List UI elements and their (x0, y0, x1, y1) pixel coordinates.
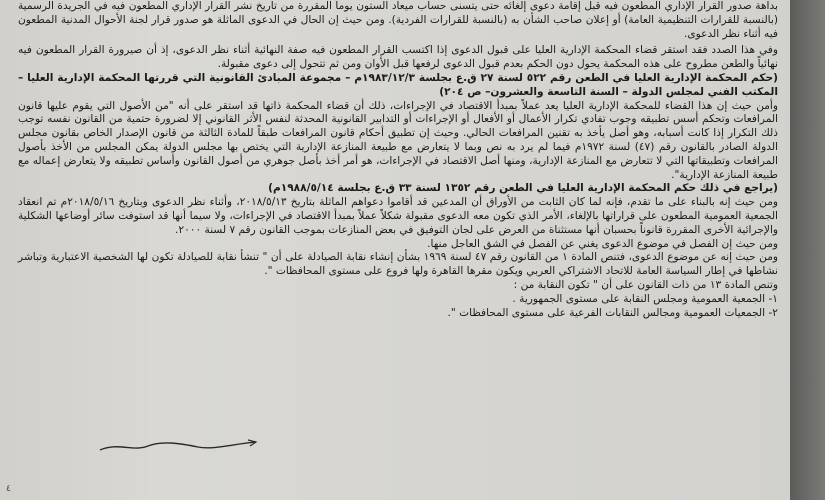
paragraph-procedural-economy: وأمن حيث إن هذا القضاء للمحكمة الإدارية العليا يعد عملاً بمبدأ الاقتصاد في الإجراءات، ذلك أن قضاء المحكمة ذاتها قد استقر على أنه "من الأصول التي يقوم عليها قانون المرافعات وتحكم أسس تطبيقه وجوب تفادي تكرار الأعمال أو الأفعال أو الإجراءات أو التدابير القانونية المحدثة لنفس الأثر القانوني إلا لضرورة حتمية من القانون نفسه توجب ذلك التكرار إذا كانت أسبابه، وهو أصل يأخذ به تقنين المرافعات الحالي. وحيث إن تطبيق أحكام قانون المرافعات طبقاً للمادة الثالثة من قانون الإصدار الخاص بقانون مجلس الدولة الصادر بالقانون رقم (٤٧) لسنة ١٩٧٢م فيما لم يرد به نص وبما لا يتعارض مع طبيعة المنازعة الإدارية التي يختص بها مجلس الدولة يمكن المجلس من الأخذ بأصول المرافعات وتطبيقاتها التي لا تتعارض مع المنازعة الإدارية، ومنها أصل الاقتصاد في الإجراءات، هو أمر أخذ بأصل جوهري من أصول القانون وأساس تطبيقه ولا يتعارض إعماله مع طبيعة المنازعة الإدارية". (18, 99, 778, 181)
paragraph-application: ومن حيث إنه بالبناء على ما تقدم، فإنه لما كان الثابت من الأوراق أن المدعين قد أقاموا دعواهم الماثلة بتاريخ ٢٠١٨/٥/١٣، وأثناء نظر الدعوى وبتاريخ ٢٠١٨/٥/١٦م تم انعقاد الجمعية العمومية المطعون على قراراتها بالإلغاء، الأمر الذي تكون معه الدعوى مقبولة شكلاً عملاً بمبدأ الاقتصاد في الإجراءات، ولا سيما أنها قد استوفت سائر أوضاعها الشكلية والإجرائية الأخرى المقررة قانوناً بحسبان أنها مستثناة من العرض على لجان التوفيق في بعض المنازعات بموجب القانون رقم ٧ لسنة ٢٠٠٠. (18, 196, 778, 236)
citation-2: (يراجع في ذلك حكم المحكمة الإدارية العليا في الطعن رقم ١٣٥٢ لسنة ٣٣ ق.ع بجلسة ١٩٨٨/٥/١٤م) (268, 182, 778, 195)
citation-1: (حكم المحكمة الإدارية العليا في الطعن رقم ٥٢٢ لسنة ٢٧ ق.ع بجلسة ١٩٨٣/١٢/٣م – مجموعة المبادئ القانونية التي قررتها المحكمة الإدارية العليا –المكتب الفني لمجلس الدولة – السنة التاسعة والعشرون– ص ٢٠٤) (18, 71, 778, 98)
scan-border (790, 0, 825, 500)
page-number: ٤ (6, 484, 11, 494)
paragraph-intro: بداهة صدور القرار الإداري المطعون فيه قبل إقامة دعوى إلغائه حتى يتسنى حساب ميعاد الستون يوماً المقررة من تاريخ نشر القرار الإداري المطعون فيه في الجريدة الرسمية (بالنسبة للقرارات التنظيمية العامة) أو إعلان صاحب الشأن به (بالنسبة للقرارات الفردية). ومن حيث إن الحال في الدعوى الماثلة هو صدور قرار لجنة الأحوال المدنية المطعون فيه أثناء نظر الدعوى. (18, 0, 778, 40)
paragraph-jurisprudence: وفي هذا الصدد فقد استقر قضاء المحكمة الإدارية العليا على قبول الدعوى إذا اكتسب القرار المطعون فيه صفة النهائية أثناء نظر الدعوى، إذ أن صيرورة القرار المطعون فيه نهائياً والطعن مطروح على هذه المحكمة يحول دون الحكم بعدم قبول الدعوى لرفعها قبل الأوان ومن ثم تتحول إلى دعوى مقبولة. (18, 44, 778, 71)
list-item-2: ٢- الجمعيات العمومية ومجالس النقابات الفرعية على مستوى المحافظات ". (447, 306, 778, 319)
paragraph-merits: ومن حيث إنه عن موضوع الدعوى، فتنص المادة ١ من القانون رقم ٤٧ لسنة ١٩٦٩ بشأن إنشاء نقابة الصيادلة على أن " تنشأ نقابة للصيادلة تكون لها الشخصية الاعتبارية وتباشر نشاطها في إطار السياسة العامة للاتحاد الاشتراكي العربي ويكون مقرها القاهرة ولها فروع على مستوى المحافظات ". (18, 251, 778, 278)
list-item-1: ١- الجمعية العمومية ومجلس النقابة على مستوى الجمهورية . (512, 292, 778, 305)
paragraph-urgent-part: ومن حيث إن الفصل في موضوع الدعوى يغني عن الفصل في الشق العاجل منها. (427, 237, 778, 250)
paragraph-article-13: وتنص المادة ١٣ من ذات القانون على أن " تكون النقابة من : (513, 278, 778, 291)
document-body (18, 0, 778, 320)
handwritten-signature (98, 438, 258, 454)
